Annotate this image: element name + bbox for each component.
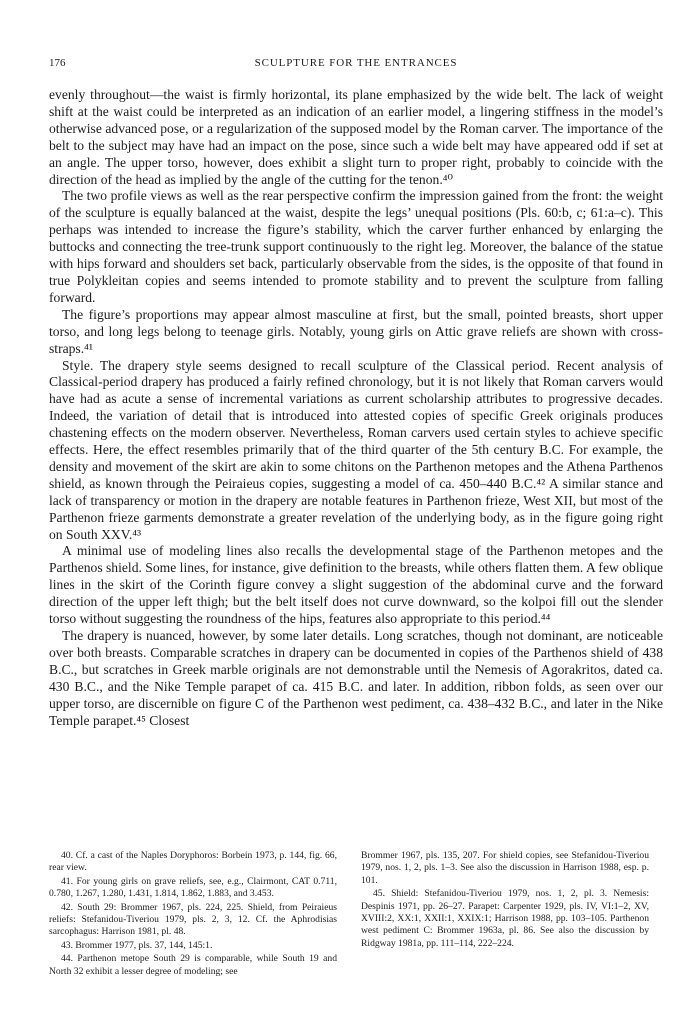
paragraph: The drapery is nuanced, however, by some later details. Long scratches, though not dominant, are noticeable over both breasts. Comparable scratches in drapery can be documented in copies of the Parthenos shield of 438 B.C., but scratches in Greek marble originals are not demonstrable until the Nemesis of Agorakritos, dated ca. 430 B.C., and the Nike Temple parapet of ca. 415 B.C. and later. In addition, ribbon folds, as seen over our upper torso, are discernible on figure C of the Parthenon west pediment, ca. 438–432 B.C., and later in the Nike Temple parapet.⁴⁵ Closest	[49, 628, 663, 728]
footnotes-right-column	[361, 850, 649, 951]
main-text	[49, 87, 663, 729]
footnote: 41. For young girls on grave reliefs, see, e.g., Clairmont, CAT 0.711, 0.780, 1.267, 1.280, 1.431, 1.814, 1.862, 1.883, and 3.453.	[49, 875, 337, 900]
paragraph: The two profile views as well as the rear perspective confirm the impression gained from the front: the weight of the sculpture is equally balanced at the waist, despite the legs’ unequal positions (Pls. 60:b, c; 61:a–c). This perhaps was intended to increase the figure’s stability, which the carver further enhanced by enlarging the buttocks and connecting the tree-trunk support continuously to the right leg. Moreover, the balance of the statue with hips forward and shoulders set back, particularly observable from the sides, is the opposite of that found in true Polykleitan copies and seems intended to promote stability and to prevent the sculpture from falling forward.	[49, 188, 663, 305]
paragraph: Style. The drapery style seems designed to recall sculpture of the Classical period. Recent analysis of Classical-period drapery has produced a fairly refined chronology, but it is not likely that Roman carvers would have had as acute a sense of incremental variations as current scholarship attributes to progressive decades. Indeed, the variation of detail that is introduced into attested copies of specific Greek originals produces chastening effects on the modern observer. Nevertheless, Roman carvers used certain styles to achieve specific effects. Here, the effect resembles primarily that of the third quarter of the 5th century B.C. For example, the density and movement of the skirt are akin to some chitons on the Parthenon metopes and the Athena Parthenos shield, as known through the Peiraieus copies, suggesting a model of ca. 450–440 B.C.⁴² A similar stance and lack of transparency or motion in the drapery are notable features in Parthenon frieze, West XII, but most of the Parthenon frieze garments demonstrate a greater revelation of the underlying body, as in the figure going right on South XXV.⁴³	[49, 357, 663, 542]
footnote: 40. Cf. a cast of the Naples Doryphoros: Borbein 1973, p. 144, fig. 66, rear view.	[49, 850, 337, 874]
paragraph: The figure’s proportions may appear almost masculine at first, but the small, pointed breasts, short upper torso, and long legs belong to teenage girls. Notably, young girls on Attic grave reliefs are shown with cross-straps.⁴¹	[49, 306, 663, 356]
footnote: 42. South 29: Brommer 1967, pls. 224, 225. Shield, from Peiraieus reliefs: Stefanidou-Tiveriou 1979, pls. 2, 3, 12. Cf. the Aphrodisias sarcophagus: Harrison 1981, pl. 48.	[49, 901, 337, 938]
running-header	[49, 57, 663, 73]
page-number: 176	[49, 57, 66, 69]
running-title: SCULPTURE FOR THE ENTRANCES	[254, 57, 458, 69]
paragraph: A minimal use of modeling lines also recalls the developmental stage of the Parthenon metopes and the Parthenos shield. Some lines, for instance, give definition to the breasts, while others flatten them. A few oblique lines in the skirt of the Corinth figure convey a slight suggestion of the abdominal curve and the forward direction of the upper left thigh; but the belt itself does not curve downward, so the kolpoi fill out the slender torso without suggesting the roundness of the hips, features also appropriate to this period.⁴⁴	[49, 543, 663, 627]
paragraph: evenly throughout—the waist is firmly horizontal, its plane emphasized by the wide belt. The lack of weight shift at the waist could be interpreted as an indication of an earlier model, a lingering stiffness in the model’s otherwise advanced pose, or a regularization of the supposed model by the Roman carver. The importance of the belt to the subject may have had an impact on the pose, since such a wide belt may have appeared odd if set at an angle. The upper torso, however, does exhibit a slight turn to proper right, probably to coincide with the direction of the head as implied by the angle of the cutting for the tenon.⁴⁰	[49, 87, 663, 187]
footnotes-left-column	[49, 850, 337, 979]
footnote-continuation: Brommer 1967, pls. 135, 207. For shield copies, see Stefanidou-Tiveriou 1979, nos. 1, 2, pls. 1–3. See also the discussion in Harrison 1988, esp. p. 101.	[361, 850, 649, 886]
footnote: 43. Brommer 1977, pls. 37, 144, 145:1.	[61, 939, 213, 951]
footnote: 45. Shield: Stefanidou-Tiveriou 1979, nos. 1, 2, pl. 3. Nemesis: Despinis 1971, pp. 26–27. Parapet: Carpenter 1929, pls. IV, VI:1–2, XV, XVIII:2, XX:1, XXII:1, XXIX:1; Harrison 1988, pp. 103–105. Parthenon west pediment C: Brommer 1963a, pl. 86. See also the discussion by Ridgway 1981a, pp. 111–114, 222–224.	[361, 888, 649, 949]
footnote: 44. Parthenon metope South 29 is comparable, while South 19 and North 32 exhibit a lesser degree of modeling; see	[49, 953, 337, 977]
